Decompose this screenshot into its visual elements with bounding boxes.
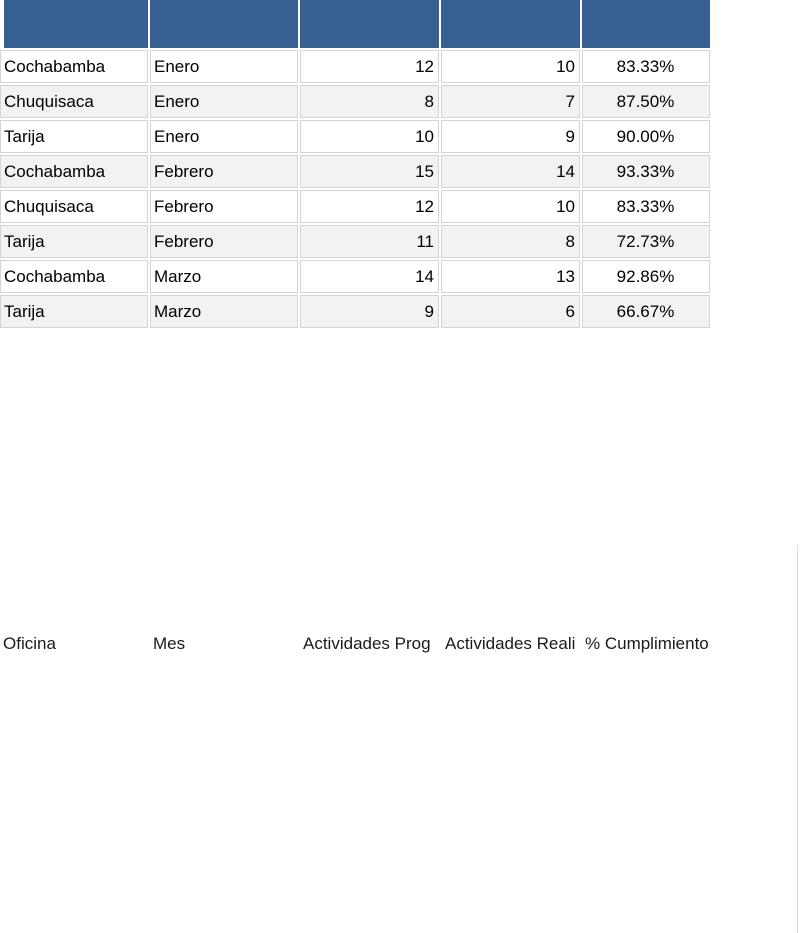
cell-mes: Marzo [150,260,298,293]
page-edge-line [797,545,798,933]
cell-mes: Enero [150,50,298,83]
table-row [0,85,710,118]
table-row [0,155,710,188]
cell-cumplimiento: 87.50% [582,85,710,118]
cell-cumplimiento: 90.00% [582,120,710,153]
cell-actividades-reali: 7 [441,85,580,118]
cell-oficina: Chuquisaca [0,85,148,118]
cell-mes: Marzo [150,295,298,328]
cell-cumplimiento: 83.33% [582,50,710,83]
column-label-cumplimiento: % Cumplimiento [585,634,709,653]
column-label-actividades-reali: Actividades Reali [445,634,576,653]
cell-actividades-prog: 10 [300,120,439,153]
cell-mes: Enero [150,120,298,153]
cell-oficina: Tarija [0,225,148,258]
cell-cumplimiento: 72.73% [582,225,710,258]
cell-cumplimiento: 83.33% [582,190,710,223]
cell-actividades-reali: 13 [441,260,580,293]
column-label-oficina: Oficina [3,634,56,653]
activities-table [0,0,712,330]
cell-oficina: Tarija [0,295,148,328]
cell-cumplimiento: 92.86% [582,260,710,293]
table-row [0,50,710,83]
table-row [0,225,710,258]
cell-actividades-prog: 15 [300,155,439,188]
table-row [0,120,710,153]
header-cell-actividades-prog [300,0,439,48]
cell-actividades-reali: 10 [441,190,580,223]
cell-actividades-prog: 9 [300,295,439,328]
cell-mes: Enero [150,85,298,118]
cell-mes: Febrero [150,225,298,258]
cell-actividades-reali: 6 [441,295,580,328]
cell-actividades-prog: 12 [300,50,439,83]
cell-actividades-prog: 14 [300,260,439,293]
header-cell-mes [150,0,298,48]
cell-actividades-prog: 8 [300,85,439,118]
cell-actividades-reali: 9 [441,120,580,153]
cell-cumplimiento: 93.33% [582,155,710,188]
table-header-row [0,0,710,48]
cell-actividades-prog: 12 [300,190,439,223]
cell-oficina: Cochabamba [0,155,148,188]
column-label-actividades-prog: Actividades Prog [303,634,431,653]
header-cell-actividades-reali [441,0,580,48]
cell-cumplimiento: 66.67% [582,295,710,328]
cell-actividades-reali: 14 [441,155,580,188]
cell-mes: Febrero [150,155,298,188]
cell-actividades-prog: 11 [300,225,439,258]
table-row [0,260,710,293]
cell-actividades-reali: 10 [441,50,580,83]
cell-actividades-reali: 8 [441,225,580,258]
table-row [0,190,710,223]
cell-mes: Febrero [150,190,298,223]
header-cell-cumplimiento [582,0,710,48]
header-cell-oficina [0,0,148,48]
cell-oficina: Cochabamba [0,50,148,83]
column-label-mes: Mes [153,634,186,653]
cell-oficina: Cochabamba [0,260,148,293]
cell-oficina: Tarija [0,120,148,153]
table-row [0,295,710,328]
cell-oficina: Chuquisaca [0,190,148,223]
